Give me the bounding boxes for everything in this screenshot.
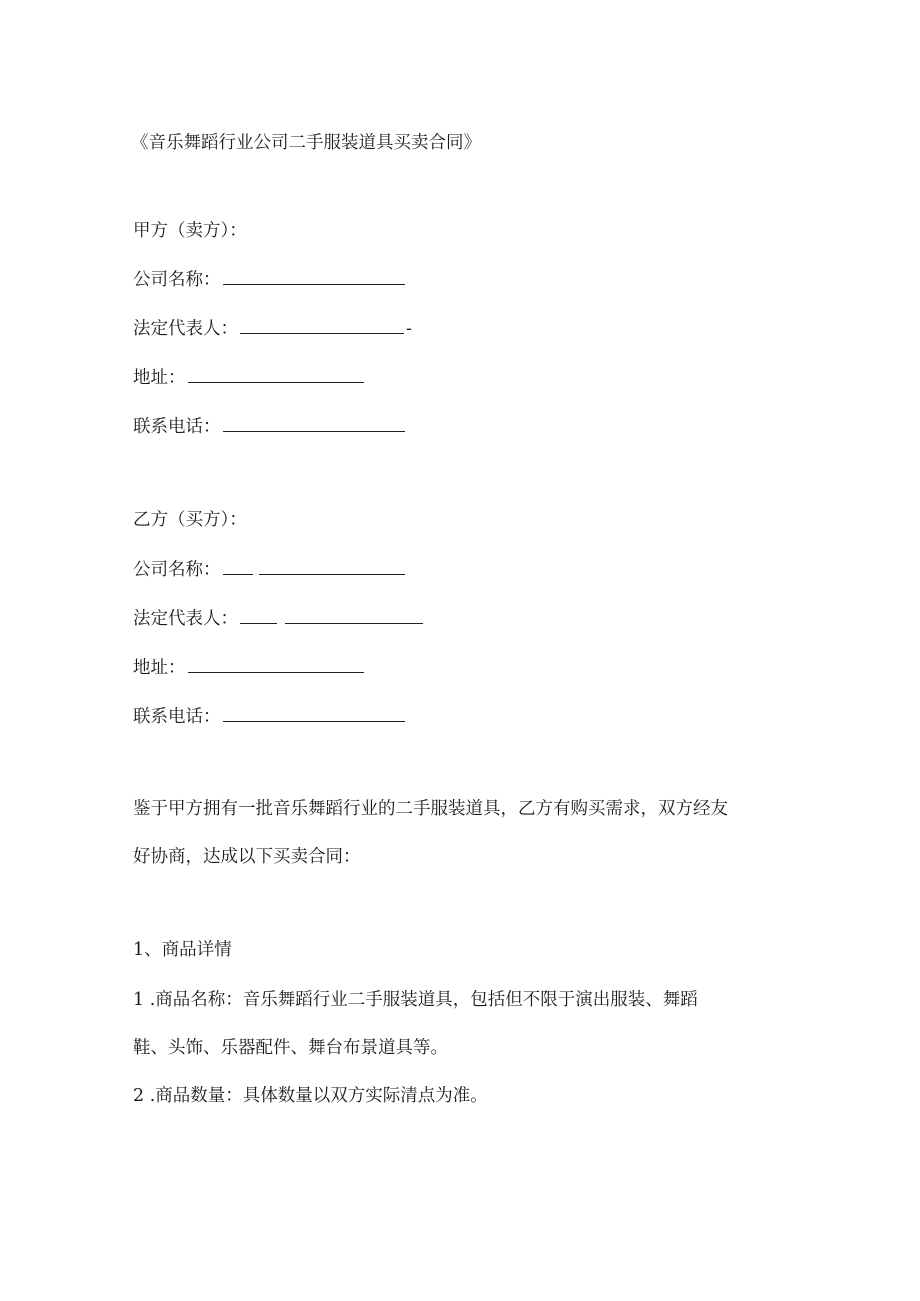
party-a-rep-label: 法定代表人： [133, 319, 238, 339]
document-title: 《音乐舞蹈行业公司二手服装道具买卖合同》 [131, 133, 481, 153]
party-b-company-label: 公司名称： [133, 560, 221, 580]
party-a-phone-row [133, 414, 405, 439]
party-b-rep-row [133, 606, 423, 631]
party-a-company-label: 公司名称： [133, 270, 221, 290]
section-1-heading: 1、商品详情 [133, 940, 232, 960]
party-b-company-row [133, 557, 405, 582]
party-a-rep-suffix: - [406, 319, 412, 339]
party-a-phone-label: 联系电话： [133, 417, 221, 437]
intro-line-1: 鉴于甲方拥有一批音乐舞蹈行业的二手服装道具，乙方有购买需求，双方经友 [133, 799, 728, 819]
item-1-line-1: 1 .商品名称：音乐舞蹈行业二手服装道具，包括但不限于演出服装、舞蹈 [133, 990, 698, 1010]
party-b-company-blank-2 [259, 557, 405, 575]
party-a-address-row [133, 365, 364, 390]
party-a-phone-blank [223, 414, 405, 432]
party-a-company-blank [223, 267, 405, 285]
party-b-rep-blank-2 [285, 606, 423, 624]
party-b-address-blank [188, 655, 364, 673]
item-2: 2 .商品数量：具体数量以双方实际清点为准。 [133, 1086, 488, 1106]
party-a-company-row [133, 267, 405, 292]
intro-line-2: 好协商，达成以下买卖合同： [133, 847, 361, 867]
party-a-rep-row [133, 316, 412, 341]
party-a-address-label: 地址： [133, 368, 186, 388]
party-b-address-row [133, 655, 364, 680]
party-b-phone-row [133, 704, 405, 729]
party-a-address-blank [188, 365, 364, 383]
party-a-rep-blank [240, 316, 404, 334]
party-b-phone-blank [223, 704, 405, 722]
party-b-address-label: 地址： [133, 658, 186, 678]
party-a-heading: 甲方（卖方）： [133, 221, 247, 241]
item-1-line-2: 鞋、头饰、乐器配件、舞台布景道具等。 [133, 1038, 448, 1058]
party-b-rep-blank-1 [240, 606, 277, 624]
party-b-rep-label: 法定代表人： [133, 609, 238, 629]
party-b-company-blank-1 [223, 557, 253, 575]
party-b-heading: 乙方（买方）： [133, 510, 247, 530]
party-b-phone-label: 联系电话： [133, 707, 221, 727]
